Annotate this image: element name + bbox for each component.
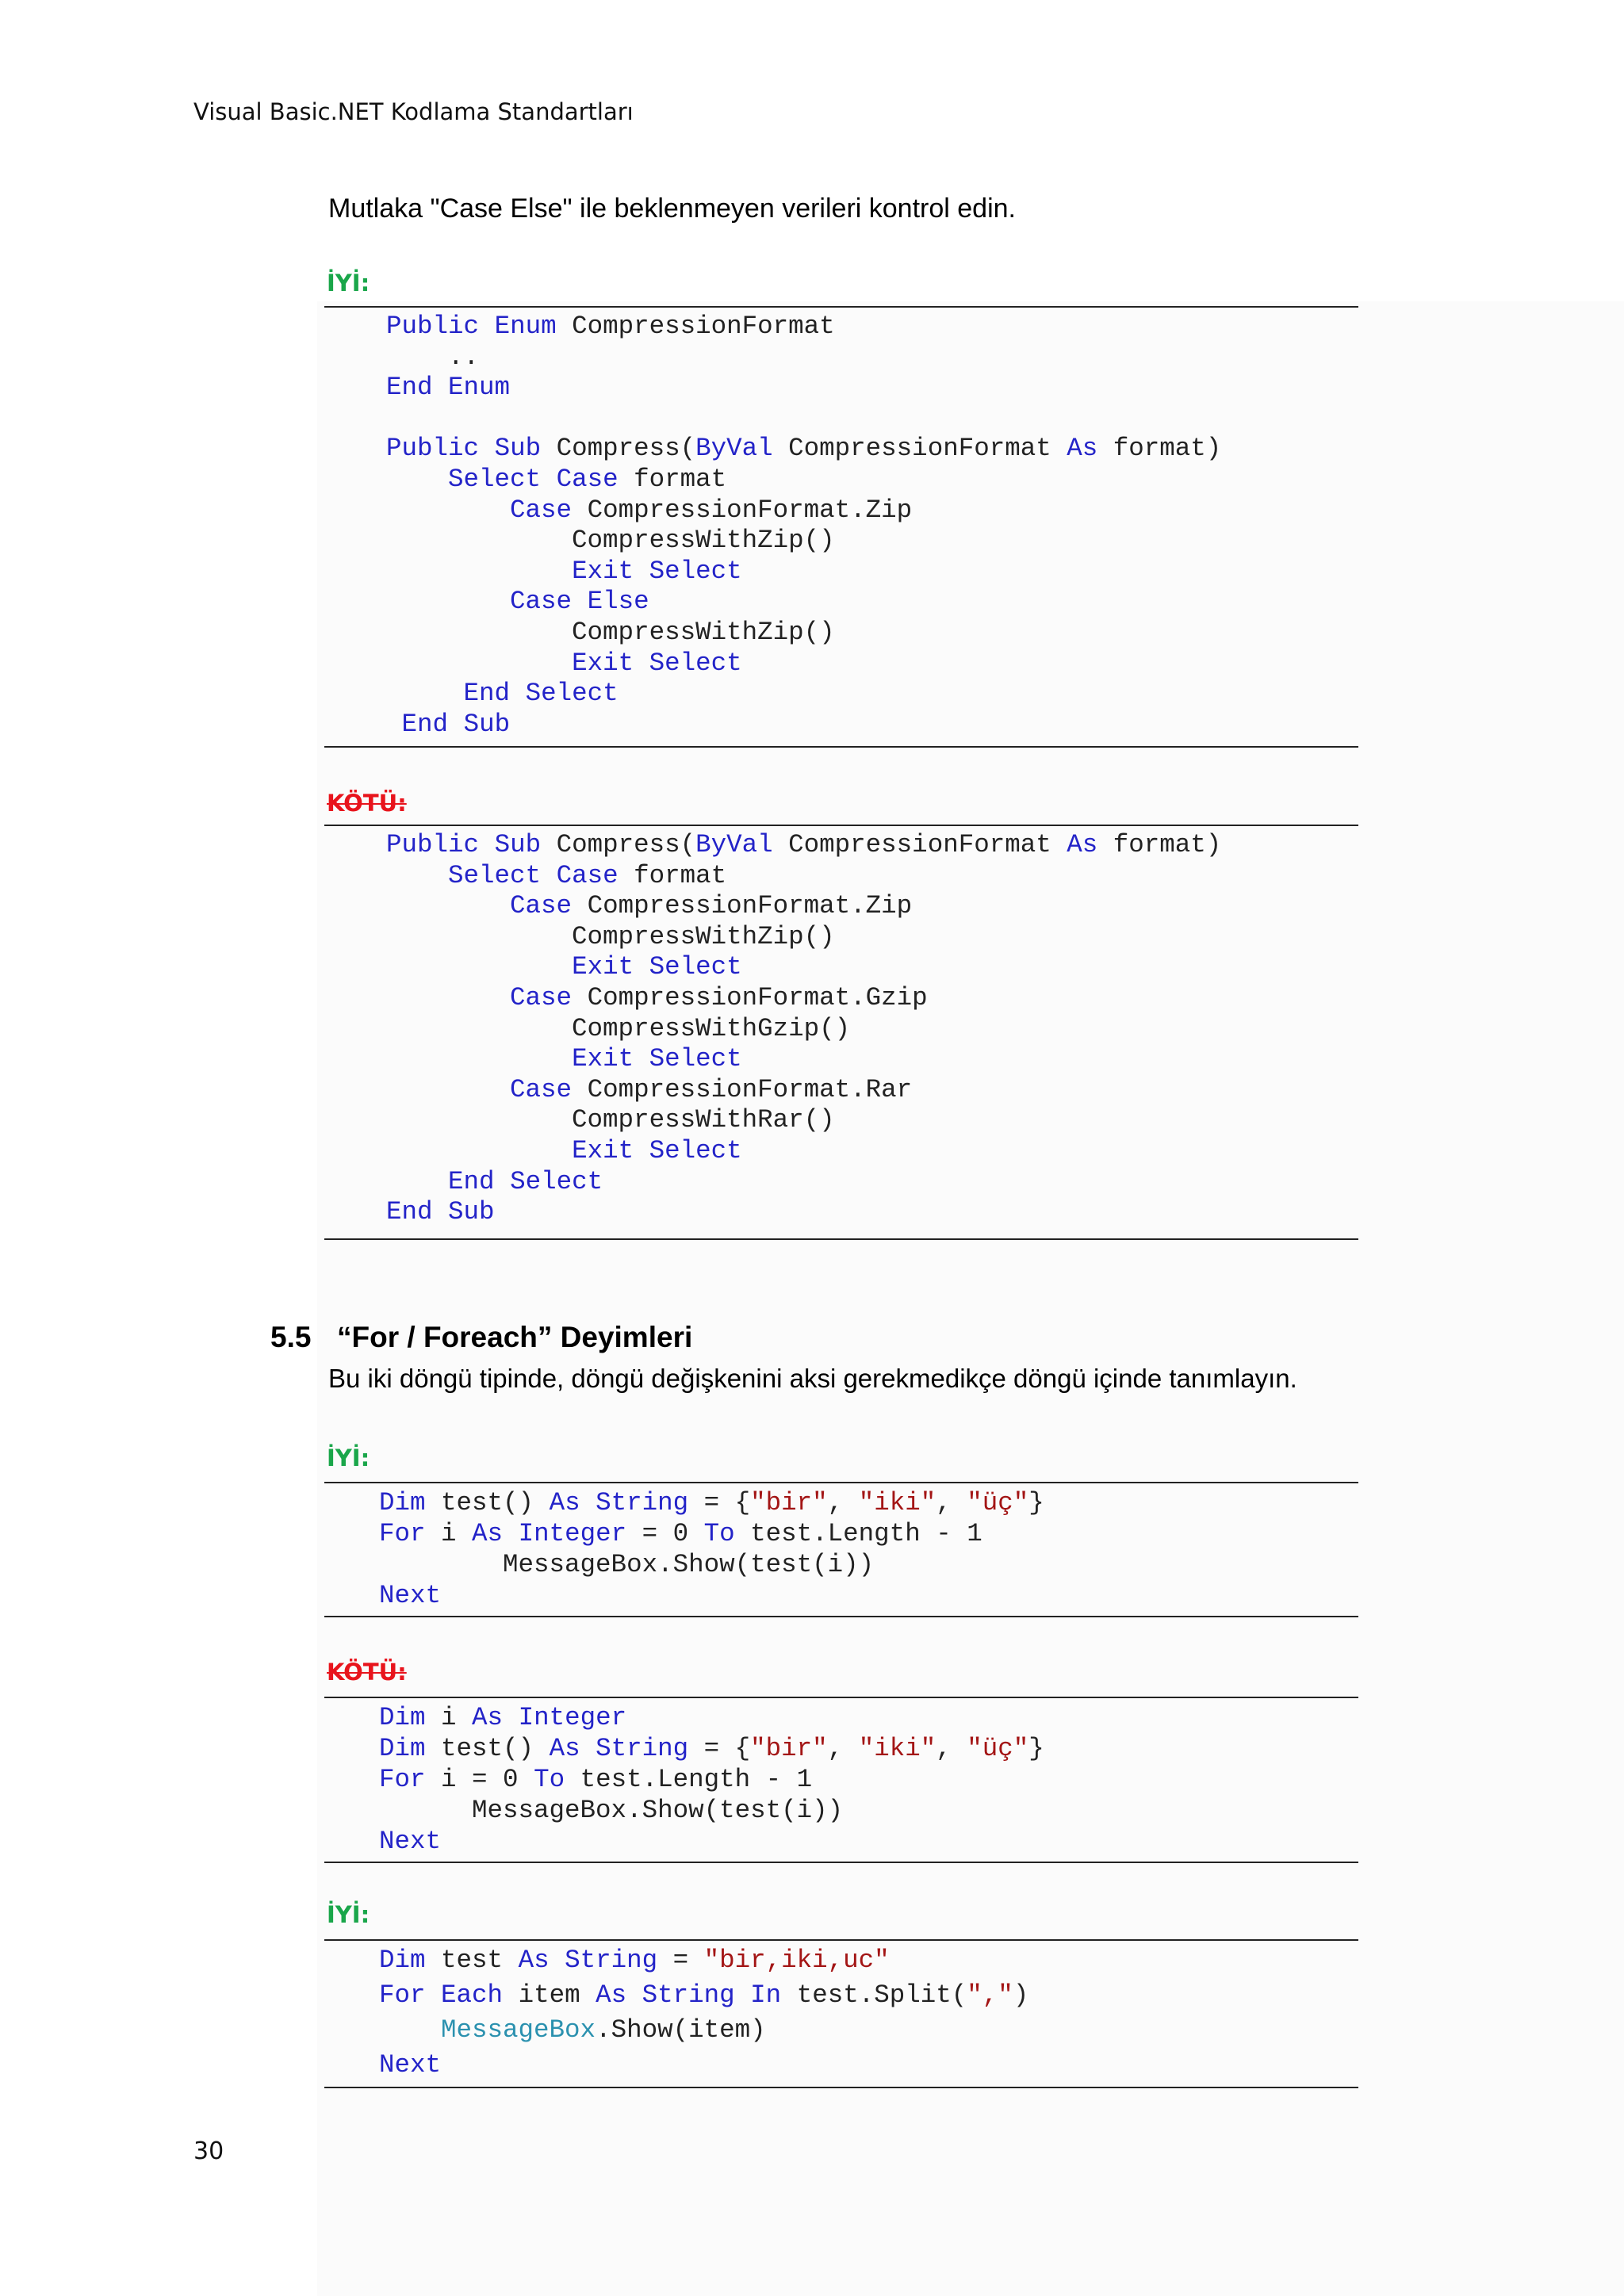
page-number: 30	[193, 2137, 224, 2165]
intro-text: Mutlaka "Case Else" ile beklenmeyen verileri kontrol edin.	[328, 193, 1016, 224]
code-box-for-bad	[324, 1697, 1358, 1863]
code-block-for-bad: Dim i As Integer Dim test() As String = {"bir", "iki", "üç"} For i = 0 To test.Length - 1 MessageBox.Show(test(i)) Next	[379, 1703, 1044, 1856]
running-header: Visual Basic.NET Kodlama Standartları	[193, 98, 634, 125]
section-description: Bu iki döngü tipinde, döngü değişkenini aksi gerekmedikçe döngü içinde tanımlayın.	[328, 1364, 1297, 1393]
section-number: 5.5	[270, 1321, 312, 1353]
good-label: İYİ:	[327, 270, 370, 297]
section-title: “For / Foreach” Deyimleri	[337, 1321, 693, 1353]
good-label: İYİ:	[327, 1445, 370, 1471]
code-box-for-good	[324, 1482, 1358, 1617]
code-box-select-bad	[324, 825, 1358, 1240]
bad-label: KÖTÜ:	[327, 790, 407, 817]
code-block-for-good: Dim test() As String = {"bir", "iki", "üç"} For i As Integer = 0 To test.Length - 1 MessageBox.Show(test(i)) Next	[379, 1488, 1044, 1610]
bad-label: KÖTÜ:	[327, 1659, 407, 1686]
code-box-select-good	[324, 306, 1358, 748]
code-block-foreach-good: Dim test As String = "bir,iki,uc" For Each item As String In test.Split(",") MessageBox.Show(item) Next	[379, 1946, 1029, 2080]
section-heading	[270, 1321, 692, 1354]
code-box-foreach-good	[324, 1939, 1358, 2088]
good-label: İYİ:	[327, 1901, 370, 1928]
code-block-select-bad: Public Sub Compress(ByVal CompressionFormat As format) Select Case format Case CompressionFormat.Zip CompressWithZip() Exit Select Case CompressionFormat.Gzip CompressWithGzip() Exit Select Case CompressionFormat.Rar CompressWithRar() Exit Select End Select End Sub	[386, 830, 1222, 1227]
code-block-select-good: Public Enum CompressionFormat .. End Enum Public Sub Compress(ByVal CompressionFormat As format) Select Case format Case CompressionFormat.Zip CompressWithZip() Exit Select Case Else CompressWithZip() Exit Select End Select End Sub	[386, 312, 1222, 739]
